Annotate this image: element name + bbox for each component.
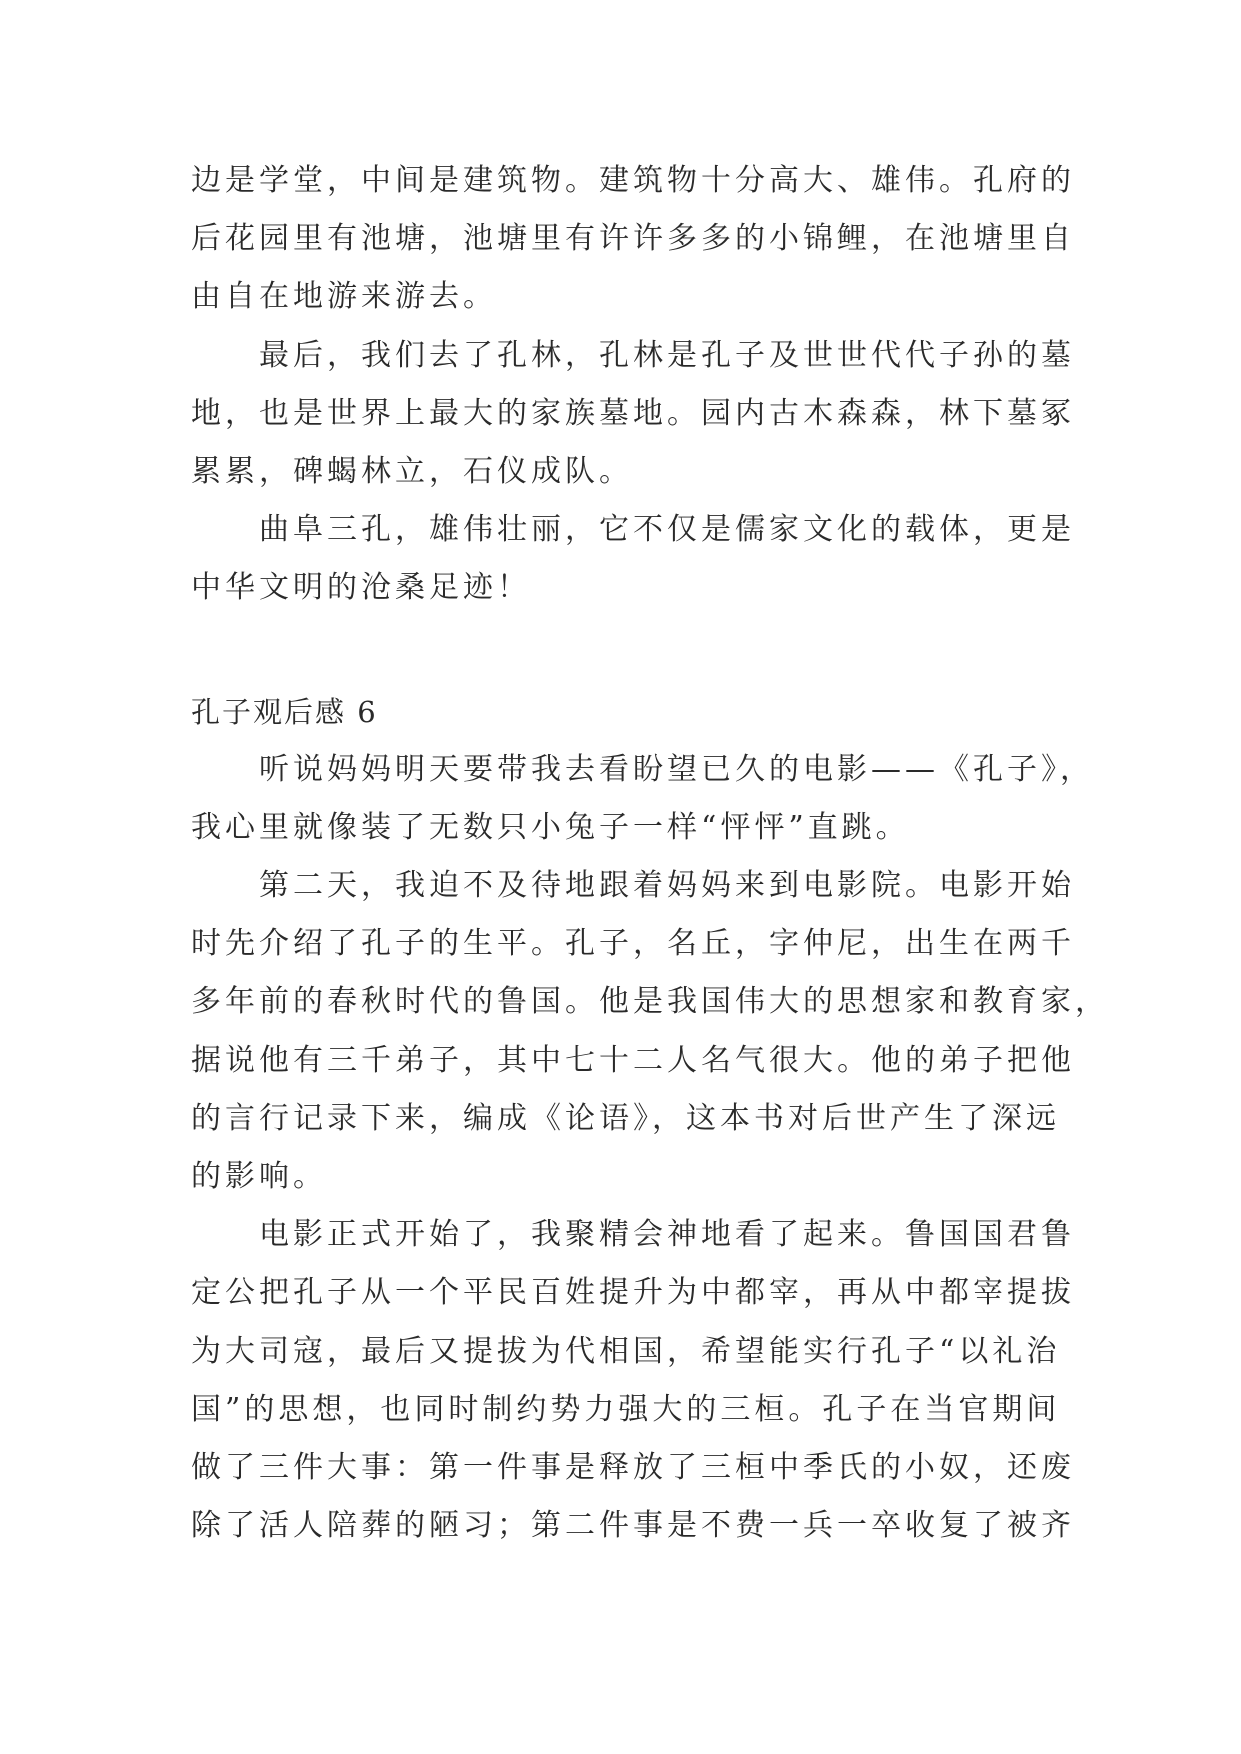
text-line: 的影响。 bbox=[191, 1159, 327, 1194]
paragraph bbox=[191, 1206, 1075, 1555]
text-line: 边是学堂，中间是建筑物。建筑物十分高大、雄伟。孔府的 bbox=[191, 163, 1075, 198]
paragraph bbox=[191, 741, 1094, 857]
section-heading: 孔子观后感 6 bbox=[191, 694, 378, 729]
text-line: 做了三件大事：第一件事是释放了三桓中季氏的小奴，还废 bbox=[191, 1449, 1075, 1485]
paragraph bbox=[191, 327, 1075, 502]
paragraph bbox=[191, 857, 1109, 1206]
text-line: 的言行记录下来，编成《论语》，这本书对后世产生了深远 bbox=[191, 1100, 1060, 1136]
text-line: 除了活人陪葬的陋习；第二件事是不费一兵一卒收复了被齐 bbox=[191, 1508, 1075, 1544]
text-line: 多年前的春秋时代的鲁国。他是我国伟大的思想家和教育家， bbox=[191, 984, 1109, 1020]
text-line: 我心里就像装了无数只小兔子一样“怦怦”直跳。 bbox=[191, 809, 910, 845]
text-line: 后花园里有池塘，池塘里有许许多多的小锦鲤，在池塘里自 bbox=[191, 221, 1075, 257]
text-line: 中华文明的沧桑足迹！ bbox=[191, 570, 531, 606]
text-line: 最后，我们去了孔林，孔林是孔子及世世代代子孙的墓 bbox=[259, 337, 1075, 373]
text-line: 时先介绍了孔子的生平。孔子，名丘，字仲尼，出生在两千 bbox=[191, 926, 1075, 962]
text-line: 国”的思想，也同时制约势力强大的三桓。孔子在当官期间 bbox=[191, 1391, 1061, 1427]
text-line: 累累，碑蝎林立，石仪成队。 bbox=[191, 453, 633, 489]
paragraph bbox=[191, 501, 1075, 617]
text-line: 听说妈妈明天要带我去看盼望已久的电影——《孔子》， bbox=[259, 751, 1094, 787]
text-line: 第二天，我迫不及待地跟着妈妈来到电影院。电影开始 bbox=[259, 868, 1075, 904]
text-line: 电影正式开始了，我聚精会神地看了起来。鲁国国君鲁 bbox=[259, 1217, 1075, 1253]
text-line: 由自在地游来游去。 bbox=[191, 279, 497, 315]
text-line: 据说他有三千弟子，其中七十二人名气很大。他的弟子把他 bbox=[191, 1042, 1075, 1078]
text-line: 定公把孔子从一个平民百姓提升为中都宰，再从中都宰提拔 bbox=[191, 1275, 1075, 1311]
document-body bbox=[191, 152, 1109, 1555]
text-line: 曲阜三孔，雄伟壮丽，它不仅是儒家文化的载体，更是 bbox=[259, 512, 1075, 548]
paragraph bbox=[191, 152, 1075, 327]
section-gap bbox=[191, 618, 1051, 683]
text-line: 为大司寇，最后又提拔为代相国，希望能实行孔子“以礼治 bbox=[191, 1333, 1061, 1369]
text-line: 地，也是世界上最大的家族墓地。园内古木森森，林下墓冢 bbox=[191, 395, 1075, 431]
